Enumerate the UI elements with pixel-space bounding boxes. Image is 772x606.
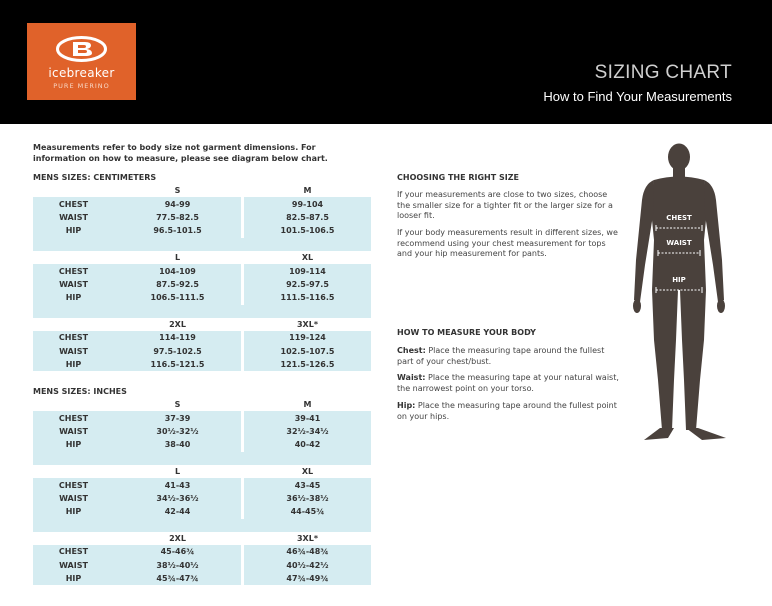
size-label: S [174, 400, 181, 410]
howto-hip [397, 401, 622, 422]
chest-term: Chest: [397, 346, 426, 355]
intro-text: Measurements refer to body size not garment dimensions. For information on how to measure, please see diagram below chart. [33, 143, 328, 163]
table-row [33, 505, 371, 518]
cell-value: 41-43 [114, 478, 241, 491]
cell-value: 39-41 [244, 411, 371, 424]
cell-value: 82.5-87.5 [244, 211, 371, 224]
cell-value: 40-42 [244, 438, 371, 451]
row-label: CHEST [33, 545, 114, 558]
row-label: CHEST [33, 197, 114, 210]
cell-value: 97.5-102.5 [114, 345, 241, 358]
size-label: XL [301, 467, 314, 477]
size-header-row [33, 251, 371, 264]
size-header-row [33, 318, 371, 331]
cell-value: 44-45¾ [244, 505, 371, 518]
waist-term: Waist: [397, 373, 426, 382]
table-row [33, 345, 371, 358]
cell-value: 119-124 [244, 331, 371, 344]
cell-value: 30½-32½ [114, 425, 241, 438]
table-row [33, 358, 371, 371]
hip-text: Place the measuring tape around the fullest point on your hips. [397, 401, 617, 421]
cell-value: 38½-40½ [114, 559, 241, 572]
row-label: HIP [33, 291, 114, 304]
cell-value: 104-109 [114, 264, 241, 277]
cell-value: 38-40 [114, 438, 241, 451]
waist-text: Place the measuring tape at your natural waist, the narrowest point on your torso. [397, 373, 619, 393]
row-label: HIP [33, 224, 114, 237]
howto-chest [397, 346, 622, 367]
row-label: HIP [33, 438, 114, 451]
row-label: CHEST [33, 331, 114, 344]
cm-section-label: MENS SIZES: CENTIMETERS [33, 173, 157, 182]
cell-value: 114-119 [114, 331, 241, 344]
table-separator [33, 452, 371, 465]
cell-value: 116.5-121.5 [114, 358, 241, 371]
size-label: L [174, 253, 181, 263]
howto-waist [397, 373, 622, 394]
size-label: 2XL [169, 320, 186, 330]
table-row [33, 278, 371, 291]
row-label: CHEST [33, 264, 114, 277]
table-row [33, 331, 371, 344]
size-header-row [33, 532, 371, 545]
inch-section-label: MENS SIZES: INCHES [33, 387, 127, 396]
choosing-heading: CHOOSING THE RIGHT SIZE [397, 173, 519, 182]
choosing-paragraph-2: If your body measurements result in different sizes, we recommend using your chest measurement for tops and your hip measurement for pants. [397, 228, 618, 258]
size-label: 2XL [169, 534, 186, 544]
body-figure-icon [624, 140, 734, 442]
size-label: M [303, 400, 312, 410]
brand-tagline: PURE MERINO [53, 82, 110, 90]
waist-measure-label: WAIST [666, 239, 692, 247]
row-label: CHEST [33, 411, 114, 424]
cell-value: 94-99 [114, 197, 241, 210]
row-label: HIP [33, 358, 114, 371]
cell-value: 109-114 [244, 264, 371, 277]
choosing-paragraph-1: If your measurements are close to two sizes, choose the smaller size for a tighter fit or the larger size for a looser fit. [397, 190, 613, 220]
table-row [33, 411, 371, 424]
cell-value: 45-46¾ [114, 545, 241, 558]
size-label: 3XL* [296, 534, 318, 544]
row-label: WAIST [33, 425, 114, 438]
table-separator [33, 238, 371, 251]
row-label: WAIST [33, 211, 114, 224]
body-measurement-figure [624, 140, 734, 442]
page-subtitle: How to Find Your Measurements [543, 89, 732, 104]
page-title: SIZING CHART [594, 62, 732, 83]
cell-value: 111.5-116.5 [244, 291, 371, 304]
row-label: CHEST [33, 478, 114, 491]
cell-value: 99-104 [244, 197, 371, 210]
table-row [33, 425, 371, 438]
brand-logo-icon [55, 35, 108, 63]
row-label: WAIST [33, 345, 114, 358]
brand-logo[interactable] [27, 23, 136, 100]
cell-value: 121.5-126.5 [244, 358, 371, 371]
size-header-row [33, 398, 371, 411]
row-label: WAIST [33, 559, 114, 572]
row-label: WAIST [33, 278, 114, 291]
row-label: HIP [33, 505, 114, 518]
size-label: S [174, 186, 181, 196]
cm-size-table [33, 184, 371, 371]
size-header-row [33, 184, 371, 197]
inch-size-table [33, 398, 371, 585]
cell-value: 46¾-48¾ [244, 545, 371, 558]
row-label: WAIST [33, 492, 114, 505]
cell-value: 36½-38½ [244, 492, 371, 505]
row-label: HIP [33, 572, 114, 585]
size-label: 3XL* [296, 320, 318, 330]
cell-value: 102.5-107.5 [244, 345, 371, 358]
table-row [33, 559, 371, 572]
cell-value: 77.5-82.5 [114, 211, 241, 224]
cell-value: 40½-42½ [244, 559, 371, 572]
hip-measure-label: HIP [672, 276, 686, 284]
table-row [33, 572, 371, 585]
cell-value: 37-39 [114, 411, 241, 424]
size-label: XL [301, 253, 314, 263]
table-row [33, 224, 371, 237]
table-row [33, 211, 371, 224]
size-label: M [303, 186, 312, 196]
table-row [33, 545, 371, 558]
cell-value: 47¾-49¾ [244, 572, 371, 585]
cell-value: 32½-34½ [244, 425, 371, 438]
cell-value: 101.5-106.5 [244, 224, 371, 237]
cell-value: 43-45 [244, 478, 371, 491]
table-row [33, 438, 371, 451]
table-row [33, 197, 371, 210]
cell-value: 96.5-101.5 [114, 224, 241, 237]
brand-name: icebreaker [48, 66, 115, 80]
table-row [33, 492, 371, 505]
table-row [33, 478, 371, 491]
size-header-row [33, 465, 371, 478]
howto-heading: HOW TO MEASURE YOUR BODY [397, 328, 536, 337]
cell-value: 87.5-92.5 [114, 278, 241, 291]
table-separator [33, 305, 371, 318]
table-row [33, 291, 371, 304]
hip-term: Hip: [397, 401, 416, 410]
cell-value: 45¾-47¾ [114, 572, 241, 585]
table-row [33, 264, 371, 277]
cell-value: 34½-36½ [114, 492, 241, 505]
table-separator [33, 519, 371, 532]
cell-value: 106.5-111.5 [114, 291, 241, 304]
cell-value: 42-44 [114, 505, 241, 518]
header-bar [0, 0, 772, 124]
size-label: L [174, 467, 181, 477]
cell-value: 92.5-97.5 [244, 278, 371, 291]
chest-text: Place the measuring tape around the fullest part of your chest/bust. [397, 346, 605, 366]
chest-measure-label: CHEST [666, 214, 692, 222]
